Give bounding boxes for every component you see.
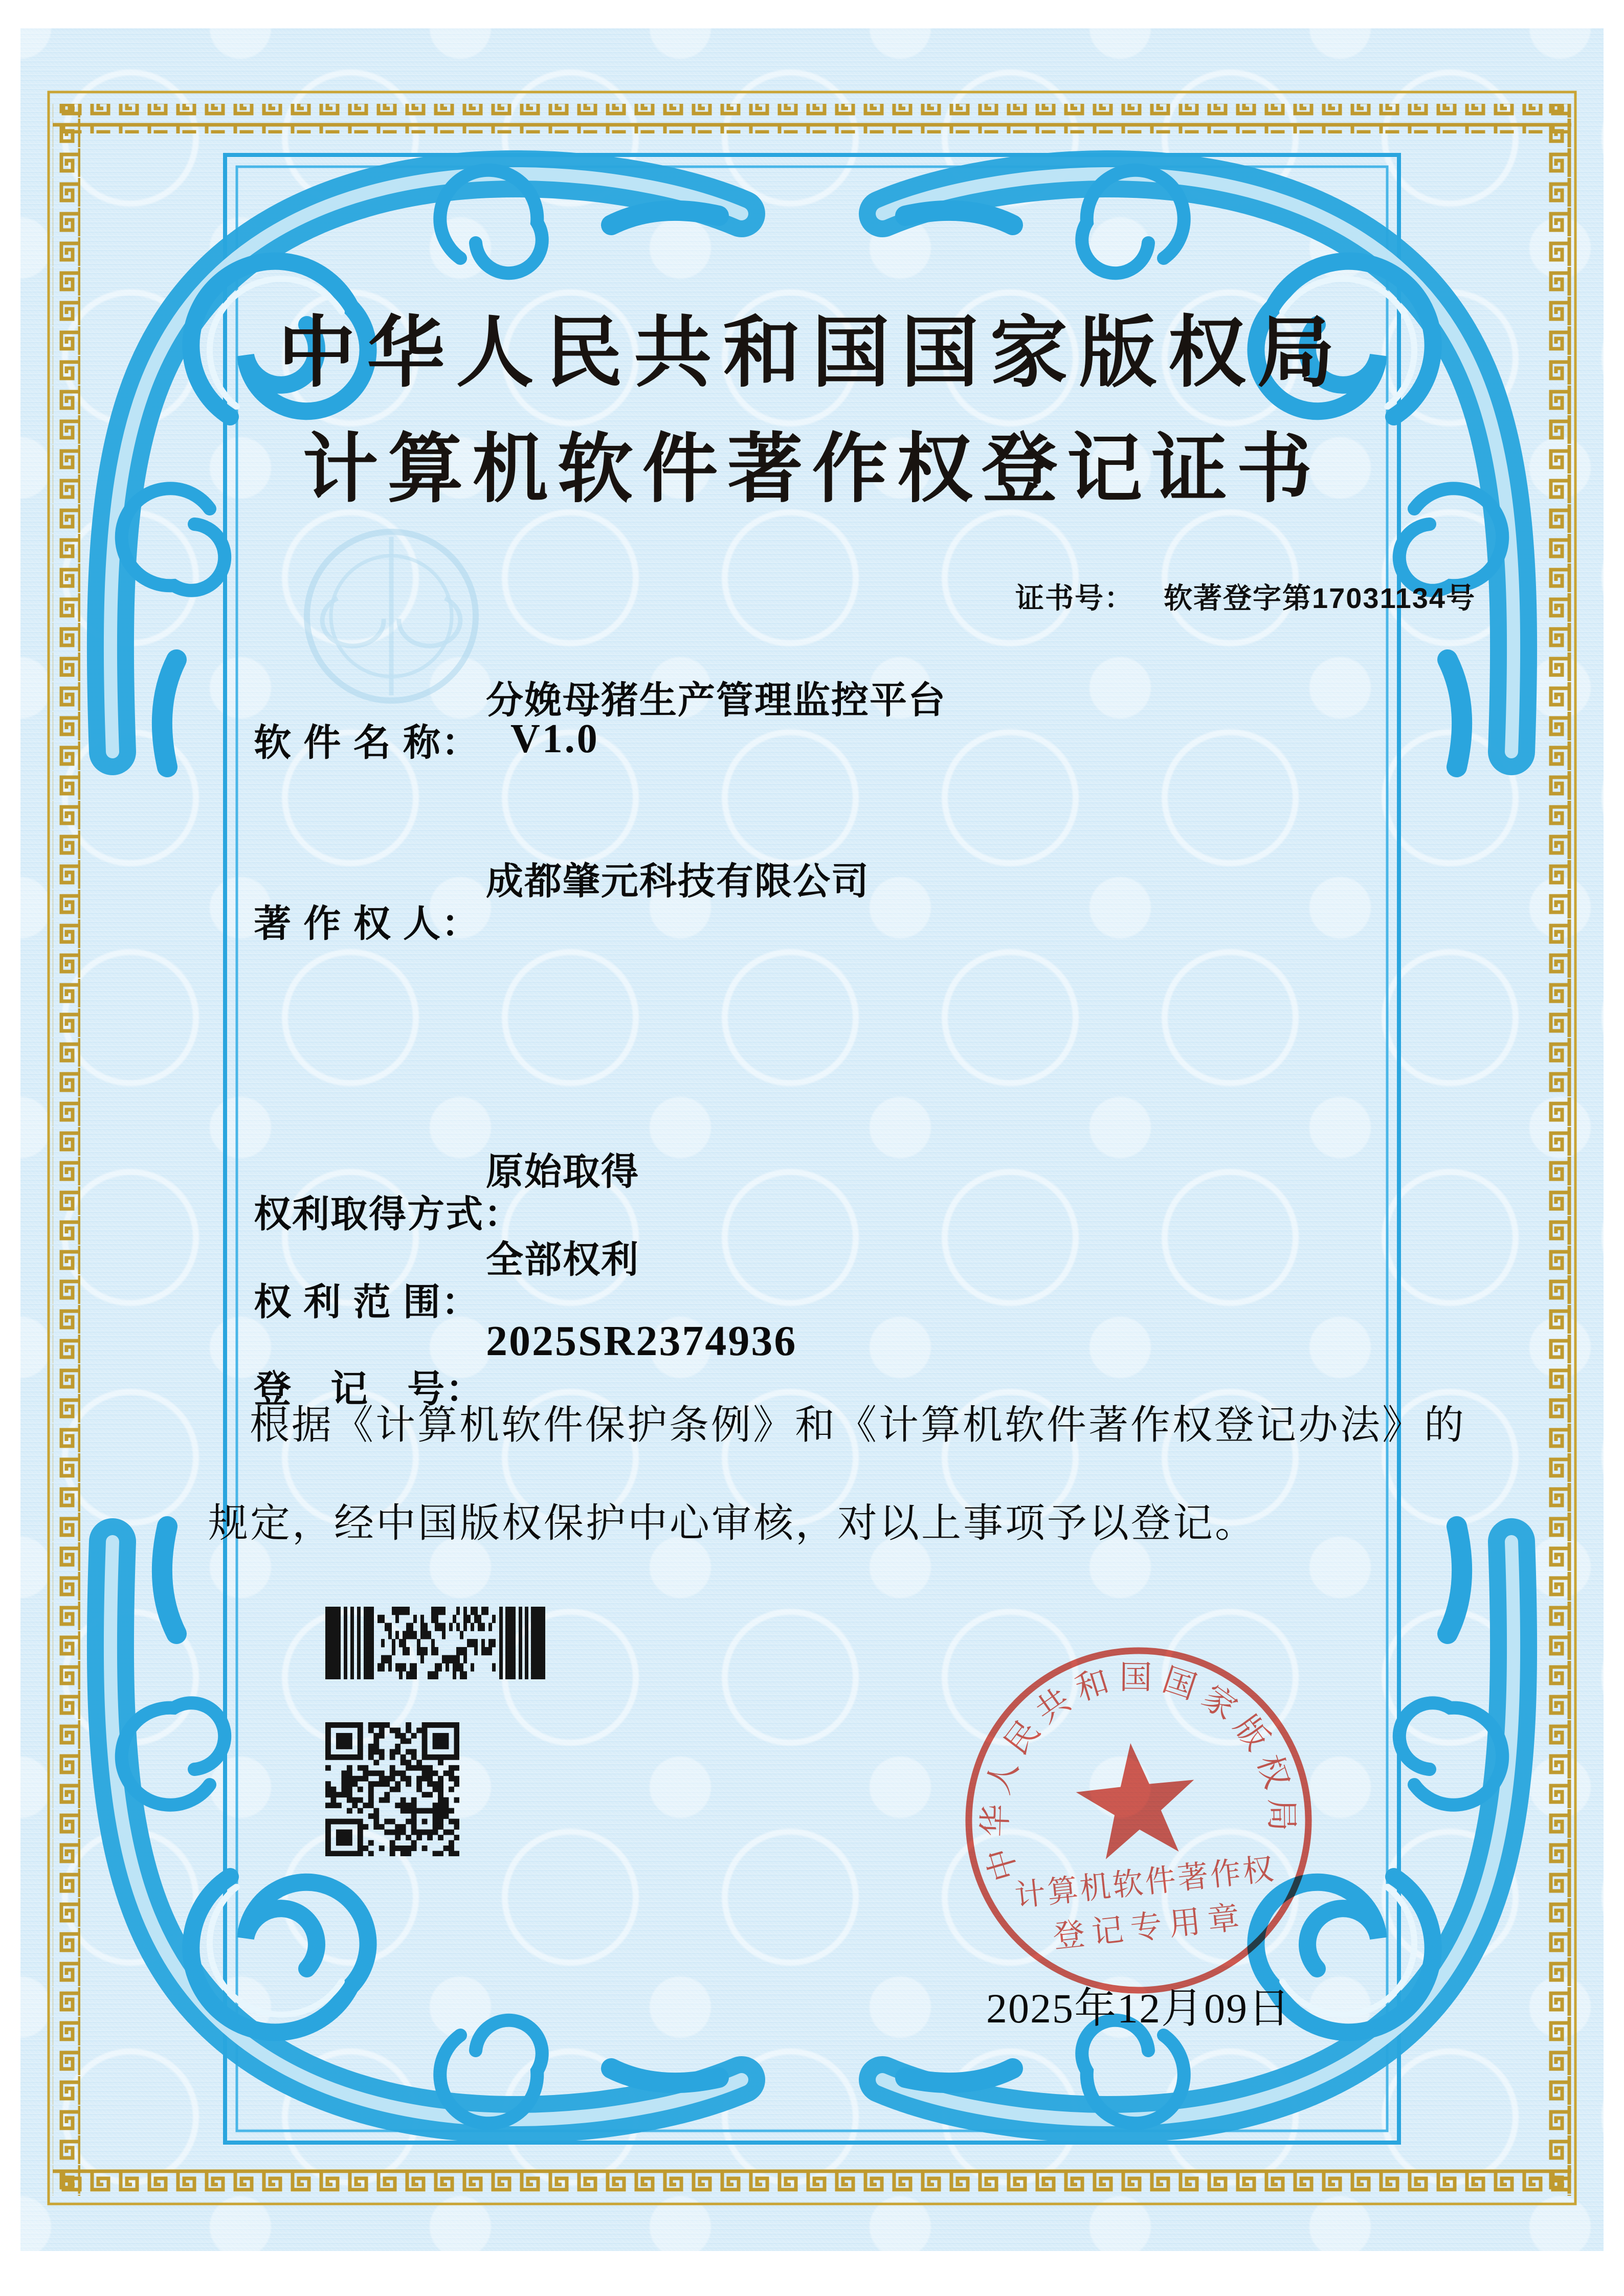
field-value: 原始取得 — [486, 1151, 639, 1192]
seal-text-line1: 计算机软件著作权 — [1013, 1851, 1277, 1913]
field-value: 分娩母猪生产管理监控平台 — [486, 680, 946, 721]
barcode — [325, 1607, 545, 1679]
field-label: 登 记 号： — [254, 1368, 484, 1410]
gold-meander-bottom — [53, 2166, 1571, 2196]
gold-meander-right — [1544, 104, 1571, 2196]
issuer-title: 中华人民共和国国家版权局 — [278, 310, 1346, 396]
official-seal — [944, 1620, 1333, 2029]
gold-meander-left — [53, 104, 80, 2196]
issue-date: 2025年12月09日 — [986, 1985, 1291, 2032]
body-text-line1: 根据《计算机软件保护条例》和《计算机软件著作权登记办法》的 — [250, 1403, 1466, 1447]
field-label: 著 作 权 人： — [254, 903, 480, 944]
body-text-line2: 规定，经中国版权保护中心审核，对以上事项予以登记。 — [208, 1501, 1257, 1545]
field-label: 权利取得方式： — [254, 1194, 523, 1235]
certificate-number-value: 软著登字第17031134号 — [1164, 582, 1476, 614]
seal-text-line2: 登记专用章 — [1051, 1899, 1249, 1955]
field-copyright-holder — [208, 851, 870, 1032]
seal-ring-text: 中华人民共和国国家版权局 — [976, 1658, 1301, 1885]
field-label: 软 件 名 称： — [254, 722, 480, 763]
software-version: V1.0 — [510, 716, 599, 761]
certificate-number-label: 证书号： — [1015, 582, 1134, 614]
field-value: 成都肇元科技有限公司 — [486, 861, 870, 902]
seal-star — [1072, 1737, 1202, 1862]
certificate-number-row — [1015, 576, 1476, 617]
qr-code — [325, 1722, 459, 1856]
gold-meander-top — [53, 104, 1571, 133]
field-label: 权 利 范 围： — [254, 1281, 480, 1323]
field-value: 2025SR2374936 — [486, 1317, 797, 1365]
certificate-title: 计算机软件著作权登记证书 — [302, 428, 1322, 512]
field-value: 全部权利 — [486, 1239, 639, 1280]
